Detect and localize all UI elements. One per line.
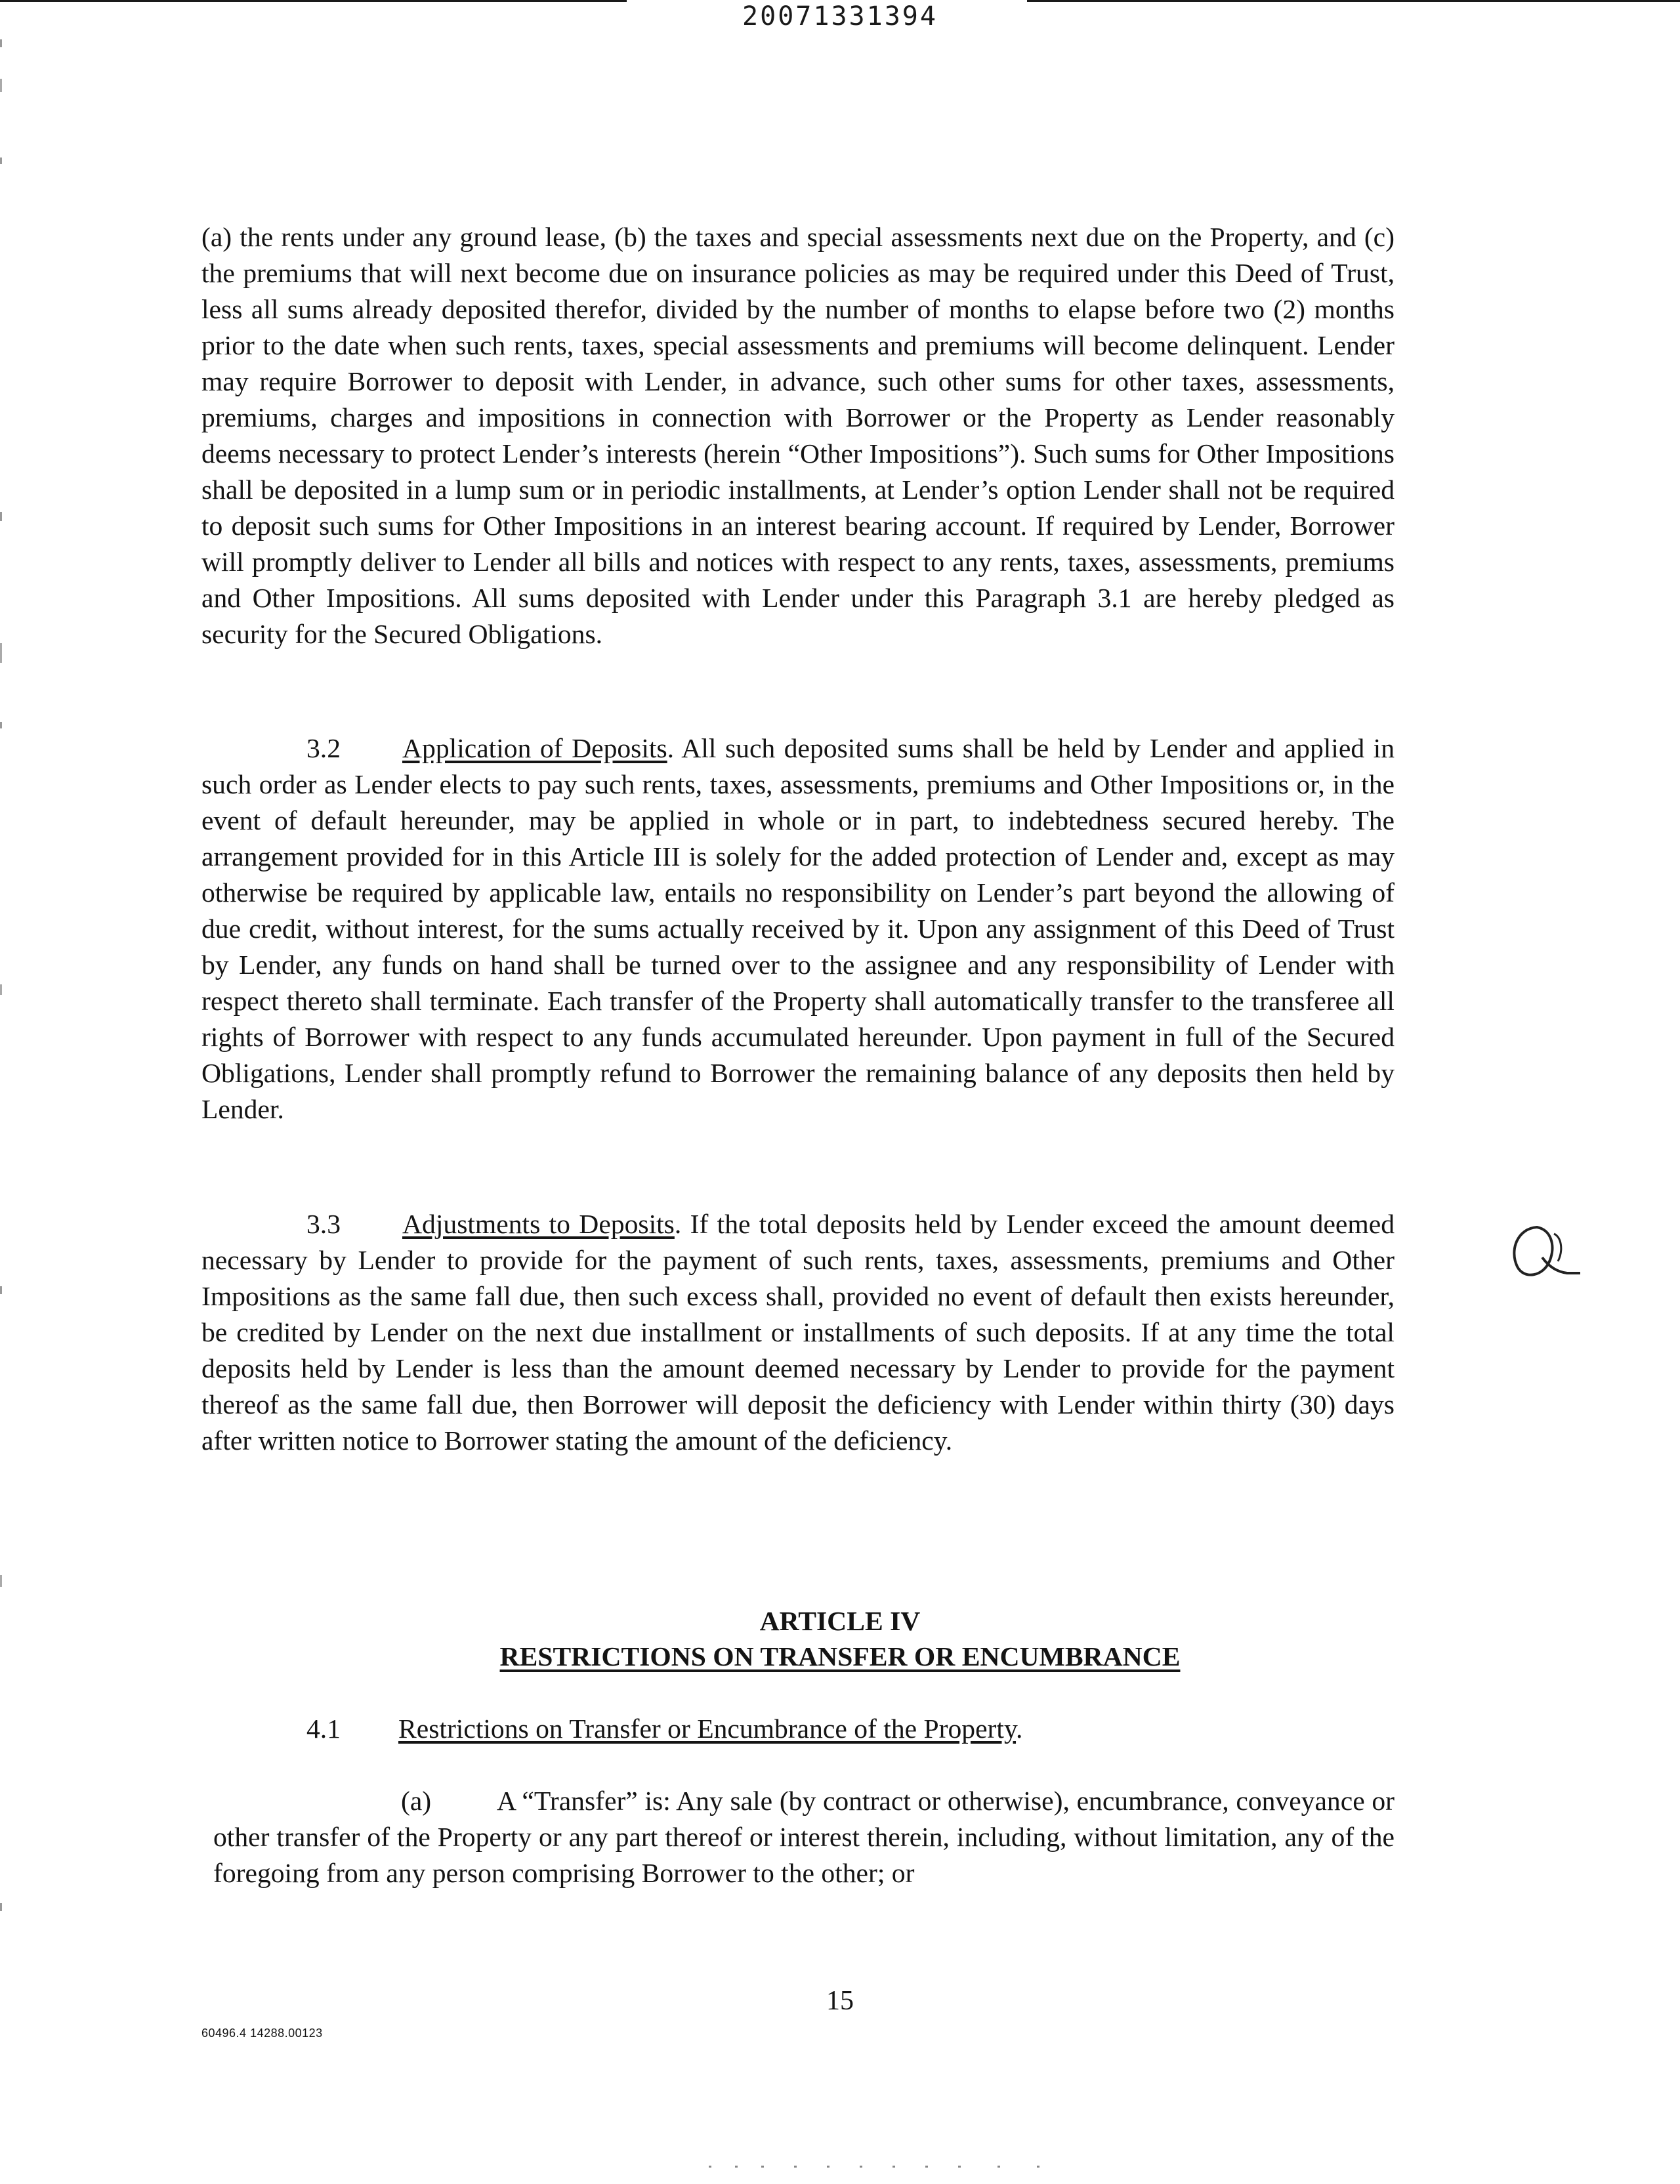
recording-number: 20071331394	[742, 1, 938, 32]
article-heading: ARTICLE IV	[759, 1606, 921, 1636]
subsection-4-1-a-text: A “Transfer” is: Any sale (by contract or otherwise), encumbrance, conveyance or other transfer of the Property or any part thereof or interest therein, including, without limitation, any of the foregoing from any person comprising Borrower to the other; or	[213, 1786, 1395, 1888]
handwritten-initials	[1503, 1214, 1588, 1286]
document-code: 60496.4 14288.00123	[201, 2026, 323, 2040]
subsection-4-1-a-label: (a)	[401, 1786, 432, 1816]
section-3-2-text: All such deposited sums shall be held by Lender and applied in such order as Lender elects to pay such rents, taxes, assessments, premiums and Other Impositions or, in the event of default hereunder, may be applied in whole or in part, to indebtedness secured hereby. The arrangement provided for in this Article III is solely for the added protection of Lender and, except as may otherwise be required by applicable law, entails no responsibility on Lender’s part beyond the allowing of due credit, without interest, for the sums actually received by it. Upon any assignment of this Deed of Trust by Lender, any funds on hand shall be turned over to the assignee and any responsibility of Lender with respect thereto shall terminate. Each transfer of the Property shall automatically transfer to the transferee all rights of Borrower with respect to any funds accumulated hereunder. Upon payment in full of the Secured Obligations, Lender shall promptly refund to Borrower the remaining balance of any deposits then held by Lender.	[201, 733, 1395, 1124]
page-number: 15	[826, 1986, 854, 2016]
paragraph-3-1-continuation: (a) the rents under any ground lease, (b) the taxes and special assessments next due on the Property, and (c) the premiums that will next become due on insurance policies as may be required under this Deed of Trust, less all sums already deposited therefor, divided by the number of months to elapse before two (2) months prior to the date when such rents, taxes, special assessments and premiums will become delinquent. Lender may require Borrower to deposit with Lender, in advance, such other sums for other taxes, assessments, premiums, charges and impositions in connection with Borrower or the Property as Lender reasonably deems necessary to protect Lender’s interests (herein “Other Impositions”). Such sums for Other Impositions shall be deposited in a lump sum or in periodic installments, at Lender’s option Lender shall not be required to deposit such sums for Other Impositions in an interest bearing account. If required by Lender, Borrower will promptly deliver to Lender all bills and notices with respect to any rents, taxes, assessments, premiums and Other Impositions. All sums deposited with Lender under this Paragraph 3.1 are hereby pledged as security for the Secured Obligations.	[201, 222, 1395, 649]
section-3-3-number: 3.3	[306, 1209, 341, 1239]
subsection-4-1-a	[213, 1783, 1395, 1891]
section-3-2-number: 3.2	[306, 733, 341, 763]
section-3-2-paragraph	[201, 730, 1395, 1127]
section-4-1-heading: Restrictions on Transfer or Encumbrance of the Property	[398, 1713, 1017, 1744]
section-3-3-heading: Adjustments to Deposits	[402, 1209, 675, 1239]
section-4-1-number: 4.1	[306, 1713, 341, 1744]
section-3-2-heading: Application of Deposits	[402, 733, 667, 763]
section-3-3-text: If the total deposits held by Lender exceed the amount deemed necessary by Lender to provide for the payment of such rents, taxes, assessments, premiums and Other Impositions as the same fall due, then such excess shall, provided no event of default then exists hereunder, be credited by Lender on the next due installment or installments of such deposits. If at any time the total deposits held by Lender is less than the amount deemed necessary by Lender to provide for the payment thereof as the same fall due, then Borrower will deposit the deficiency with Lender within thirty (30) days after written notice to Borrower stating the amount of the deficiency.	[201, 1209, 1395, 1456]
section-4-1-heading-punct: .	[1016, 1713, 1023, 1744]
section-4-1-heading-line	[306, 1711, 1022, 1747]
section-3-2-heading-punct: .	[667, 733, 675, 763]
scan-bottom-marks	[709, 2163, 1076, 2170]
section-3-3-heading-punct: .	[674, 1209, 682, 1239]
article-title: RESTRICTIONS ON TRANSFER OR ENCUMBRANCE	[499, 1641, 1181, 1671]
scan-edge-marks	[0, 0, 8, 2184]
section-3-3-paragraph	[201, 1206, 1395, 1459]
